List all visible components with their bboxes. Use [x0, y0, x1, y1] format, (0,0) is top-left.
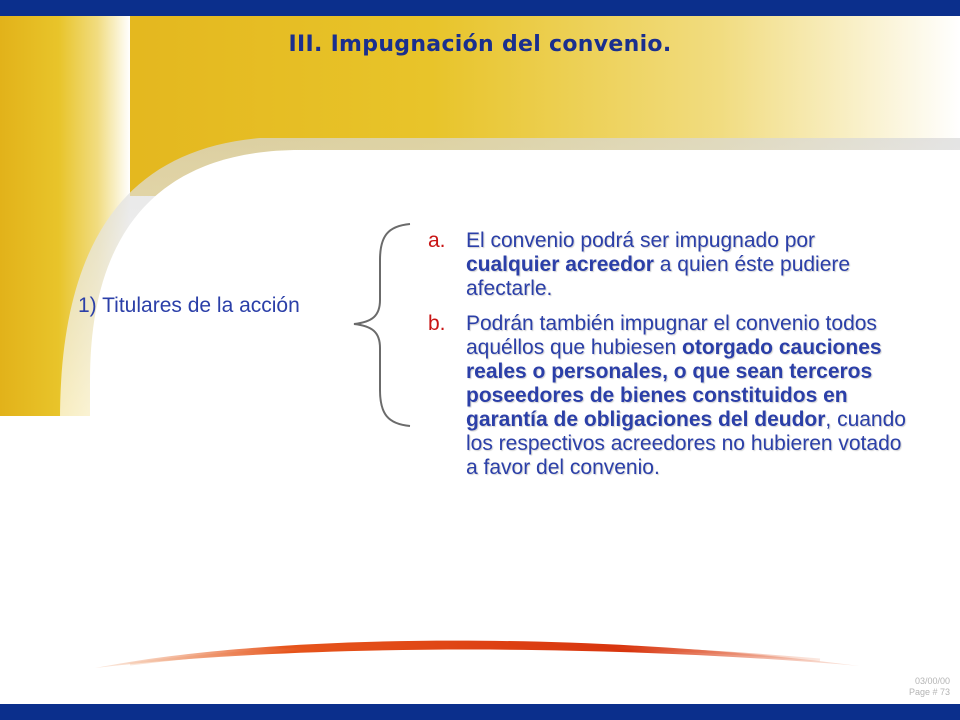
- footer-page: Page # 73: [908, 687, 950, 697]
- item-letter: a.: [428, 229, 446, 252]
- curly-brace-icon: [340, 220, 420, 430]
- slide-title: III. Impugnación del convenio.: [288, 32, 672, 57]
- text-segment: a quien éste pudiere afectarle.: [466, 253, 851, 300]
- list-item: [428, 229, 908, 301]
- bottom-bar: [0, 704, 960, 720]
- item-text: [466, 229, 908, 301]
- footer: [909, 676, 950, 698]
- list-item: [428, 312, 908, 480]
- bold-segment: otorgado cauciones reales o personales, o que sean terceros poseedores de bienes constituidos en garantía de obligaciones del deudor: [466, 336, 882, 431]
- item-text: [466, 312, 908, 480]
- footer-date: 03/00/00: [914, 676, 950, 686]
- item-letter: b.: [428, 312, 446, 335]
- left-label: 1) Titulares de la acción: [78, 294, 300, 317]
- item-list: [428, 229, 908, 491]
- text-segment: , cuando los respectivos acreedores no hubieren votado a favor del convenio.: [466, 408, 906, 479]
- bold-segment: cualquier acreedor: [466, 253, 654, 276]
- text-segment: El convenio podrá ser impugnado por: [466, 229, 816, 252]
- text-segment: Podrán también impugnar el convenio todos aquéllos que hubiesen: [466, 312, 877, 359]
